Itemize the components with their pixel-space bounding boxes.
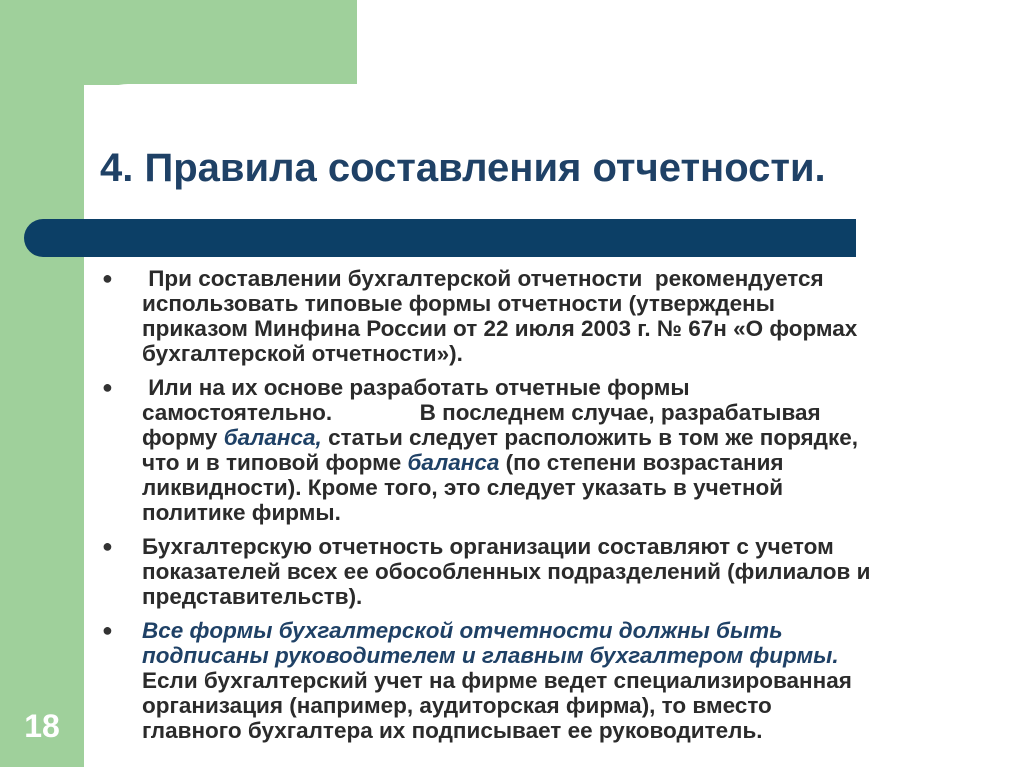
slide-number: 18 (24, 708, 60, 744)
text-line: При составлении бухгалтерской отчетности рекомендуется (142, 266, 824, 291)
text-line: бухгалтерской отчетности»). (142, 341, 463, 366)
bullet-item-2 (100, 375, 1000, 525)
emphasis-line: Все формы бухгалтерской отчетности должны быть (142, 618, 783, 643)
text-segment: (по степени возрастания (499, 450, 784, 475)
bullet-list (100, 266, 1000, 752)
title-underline-bar (24, 219, 856, 257)
text-line: ликвидности). Кроме того, это следует указать в учетной (142, 475, 784, 500)
text-line: Бухгалтерскую отчетность организации составляют с учетом (142, 534, 834, 559)
text-line: организация (например, аудиторская фирма), то вместо (142, 693, 772, 718)
bullet-item-3 (100, 534, 1000, 609)
bullet-icon: ● (102, 536, 113, 556)
top-green-block (0, 0, 357, 85)
emphasis-line: подписаны руководителем и главным бухгалтером фирмы. (142, 643, 839, 668)
text-segment: форму (142, 425, 224, 450)
emphasis-term: баланса, (223, 425, 322, 450)
emphasis-term: баланса (407, 450, 500, 475)
text-line: показателей всех ее обособленных подразделений (филиалов и (142, 559, 871, 584)
bullet-icon: ● (102, 268, 113, 288)
bullet-icon: ● (102, 377, 113, 397)
text-line: Или на их основе разработать отчетные формы (142, 375, 690, 400)
text-segment: статьи следует расположить в том же порядке, (321, 425, 858, 450)
text-line: Если бухгалтерский учет на фирме ведет специализированная (142, 668, 852, 693)
text-line (142, 450, 1000, 475)
text-line (142, 425, 1000, 450)
bullet-item-1 (100, 266, 1000, 366)
text-segment: что и в типовой форме (142, 450, 408, 475)
text-line: использовать типовые формы отчетности (утверждены (142, 291, 775, 316)
text-line: самостоятельно. В последнем случае, разрабатывая (142, 400, 821, 425)
text-line: представительств). (142, 584, 363, 609)
slide-title: 4. Правила составления отчетности. (100, 146, 826, 190)
bullet-icon: ● (102, 620, 113, 640)
left-green-strip (0, 0, 84, 767)
bullet-item-4 (100, 618, 1000, 743)
text-line: приказом Минфина России от 22 июля 2003 г. № 67н «О формах (142, 316, 858, 341)
text-line: главного бухгалтера их подписывает ее руководитель. (142, 718, 763, 743)
text-line: политике фирмы. (142, 500, 341, 525)
